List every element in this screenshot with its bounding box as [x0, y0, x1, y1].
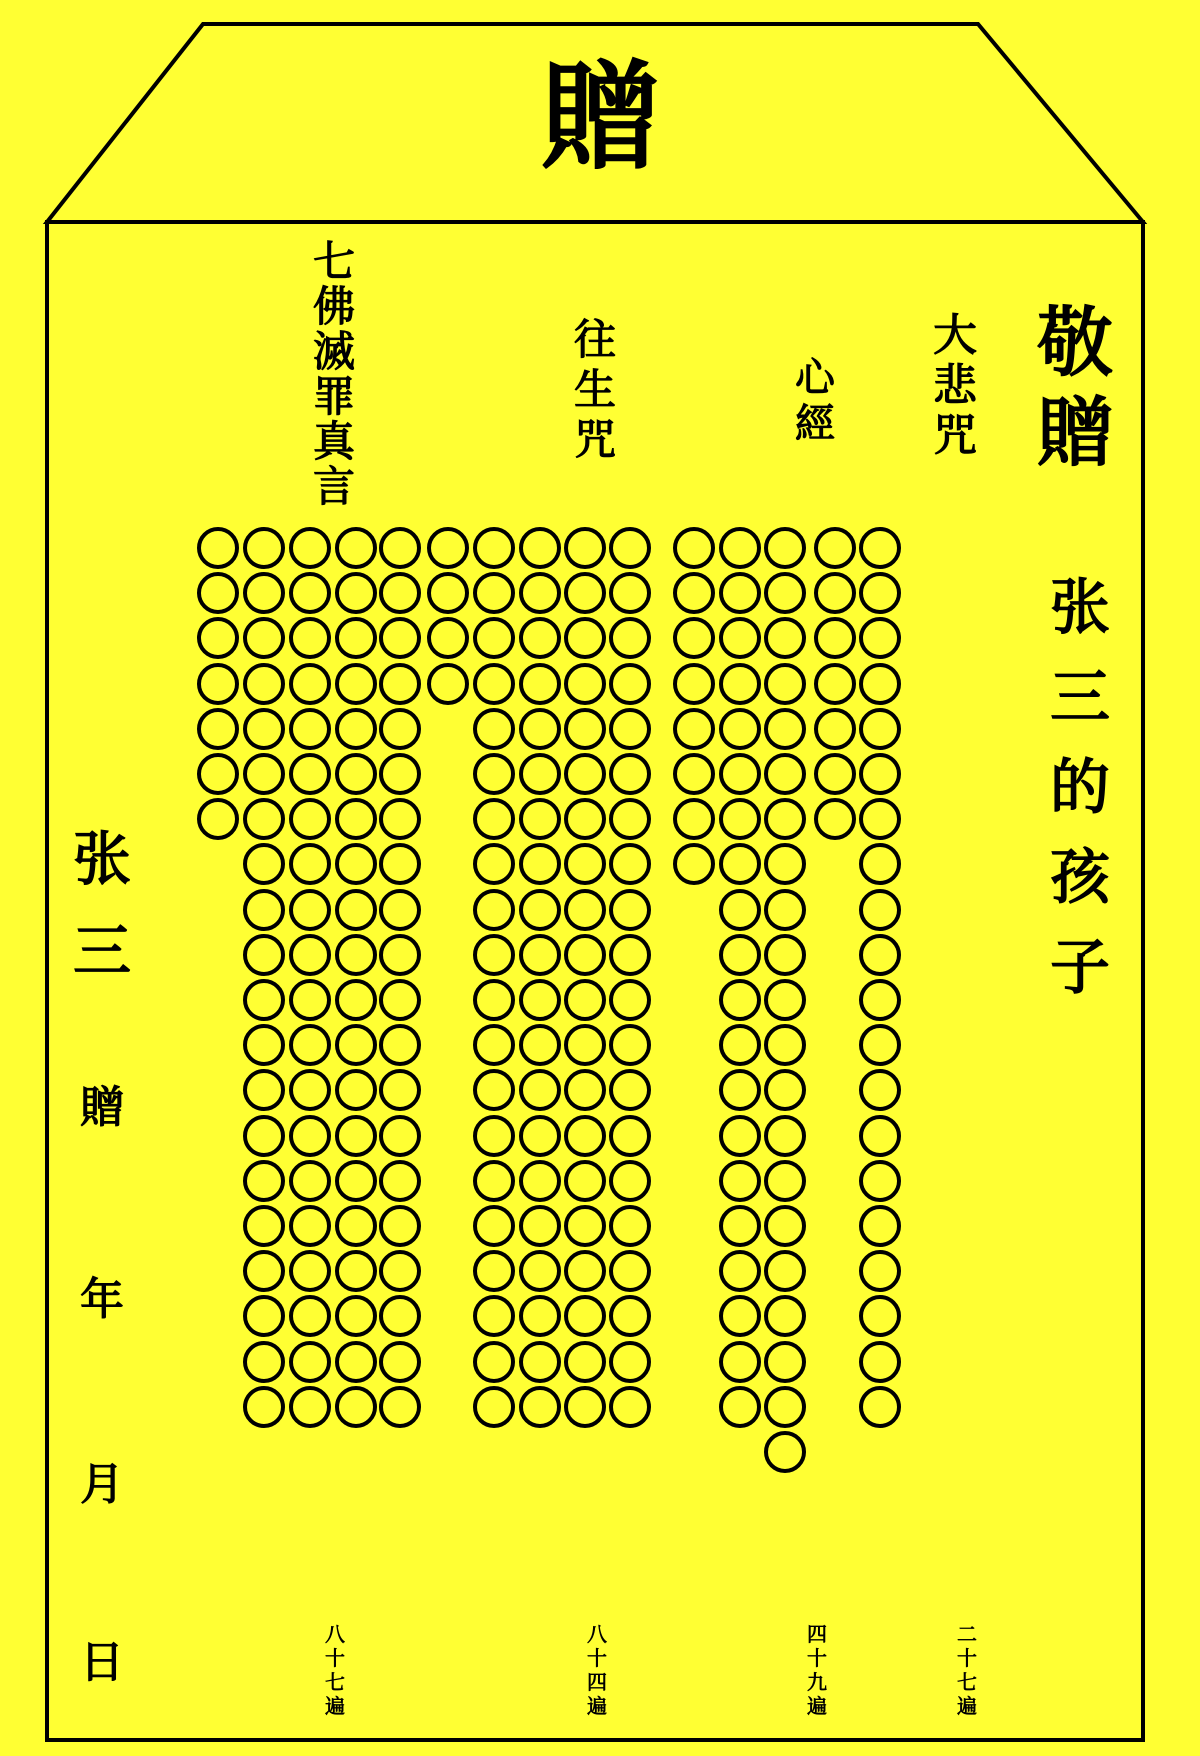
tally-circle	[609, 527, 651, 569]
tally-circle	[243, 1205, 285, 1247]
vertical-char: 四	[587, 1670, 607, 1694]
tally-circle	[859, 1341, 901, 1383]
tally-circle	[564, 708, 606, 750]
vertical-char: 真	[312, 417, 355, 466]
tally-circle	[243, 798, 285, 840]
tally-circle	[609, 1115, 651, 1157]
tally-circle	[289, 663, 331, 705]
tally-circle	[814, 527, 856, 569]
vertical-char: 罪	[312, 372, 355, 421]
title-char: 贈	[540, 47, 659, 186]
tally-circle	[859, 979, 901, 1021]
tally-circle	[719, 798, 761, 840]
sutra-count-xinjing	[802, 1624, 832, 1716]
tally-circle	[859, 934, 901, 976]
vertical-char: 遍	[957, 1694, 977, 1718]
tally-circle	[519, 934, 561, 976]
tally-circle	[289, 1115, 331, 1157]
tally-circle	[673, 663, 715, 705]
vertical-char: 四	[807, 1622, 827, 1646]
tally-circle	[519, 1205, 561, 1247]
sutra-count-qifo	[320, 1624, 350, 1716]
tally-circle	[335, 572, 377, 614]
tally-circle	[564, 889, 606, 931]
tally-circle	[564, 1024, 606, 1066]
tally-circle	[719, 1250, 761, 1292]
tally-circle	[335, 708, 377, 750]
vertical-char: 生	[573, 365, 616, 414]
sutra-title-qifo	[304, 237, 364, 511]
tally-circle	[519, 1160, 561, 1202]
vertical-char: 七	[957, 1670, 977, 1694]
tally-circle	[335, 889, 377, 931]
tally-circle	[673, 572, 715, 614]
tally-circle	[719, 1205, 761, 1247]
tally-circle	[764, 1341, 806, 1383]
tally-circle	[519, 979, 561, 1021]
gift-word	[72, 1082, 132, 1133]
tally-circle	[814, 753, 856, 795]
tally-circle	[609, 663, 651, 705]
vertical-char: 三	[1050, 663, 1110, 733]
tally-circle	[764, 1205, 806, 1247]
tally-circle	[814, 663, 856, 705]
tally-circle	[473, 527, 515, 569]
tally-circle	[609, 1250, 651, 1292]
tally-circle	[473, 1205, 515, 1247]
sutra-count-wangshengzhou	[582, 1624, 612, 1716]
tally-circle	[243, 708, 285, 750]
tally-circle	[289, 798, 331, 840]
vertical-char: 二	[957, 1622, 977, 1646]
tally-circle	[379, 1115, 421, 1157]
sutra-count-dabeizhou	[952, 1624, 982, 1716]
tally-circle	[289, 708, 331, 750]
tally-circle	[859, 1386, 901, 1428]
vertical-char: 滅	[312, 327, 355, 376]
tally-circle	[564, 663, 606, 705]
tally-circle	[473, 798, 515, 840]
date-month	[72, 1459, 132, 1510]
tally-circle	[519, 1115, 561, 1157]
tally-circle	[243, 753, 285, 795]
tally-circle	[289, 1341, 331, 1383]
tally-circle	[197, 572, 239, 614]
tally-circle	[289, 1160, 331, 1202]
dedication-text	[1030, 298, 1120, 477]
tally-circle	[473, 1115, 515, 1157]
tally-circle	[564, 572, 606, 614]
tally-circle	[379, 889, 421, 931]
tally-circle	[335, 1341, 377, 1383]
vertical-char: 孩	[1050, 843, 1110, 913]
tally-circle	[564, 753, 606, 795]
tally-circle	[564, 1160, 606, 1202]
tally-circle	[335, 798, 377, 840]
tally-circle	[379, 527, 421, 569]
tally-circle	[473, 889, 515, 931]
tally-circle	[473, 753, 515, 795]
tally-circle	[673, 708, 715, 750]
tally-circle	[243, 1386, 285, 1428]
tally-circle	[243, 572, 285, 614]
tally-circle	[764, 798, 806, 840]
vertical-char: 往	[573, 315, 616, 364]
tally-circle	[764, 527, 806, 569]
tally-circle	[609, 979, 651, 1021]
tally-circle	[243, 889, 285, 931]
tally-circle	[519, 1250, 561, 1292]
tally-circle	[473, 934, 515, 976]
tally-circle	[289, 753, 331, 795]
vertical-char: 张	[72, 825, 131, 893]
tally-circle	[473, 1386, 515, 1428]
tally-circle	[764, 1115, 806, 1157]
vertical-char: 十	[325, 1646, 345, 1670]
tally-circle	[519, 1386, 561, 1428]
tally-circle	[859, 527, 901, 569]
tally-circle	[564, 527, 606, 569]
tally-circle	[379, 708, 421, 750]
tally-circle	[289, 979, 331, 1021]
tally-circle	[473, 708, 515, 750]
tally-circle	[564, 1115, 606, 1157]
tally-circle	[335, 1386, 377, 1428]
tally-circle	[335, 1115, 377, 1157]
tally-circle	[243, 1160, 285, 1202]
vertical-char: 悲	[933, 360, 977, 411]
tally-circle	[719, 1160, 761, 1202]
tally-circle	[764, 1431, 806, 1473]
tally-circle	[719, 1024, 761, 1066]
tally-circle	[719, 753, 761, 795]
tally-circle	[197, 753, 239, 795]
tally-circle	[519, 663, 561, 705]
tally-circle	[764, 753, 806, 795]
tally-circle	[609, 798, 651, 840]
tally-circle	[519, 1024, 561, 1066]
tally-circle	[564, 1386, 606, 1428]
vertical-char: 咒	[573, 415, 616, 464]
vertical-char: 七	[325, 1670, 345, 1694]
tally-circle	[379, 1205, 421, 1247]
tally-circle	[379, 798, 421, 840]
tally-circle	[673, 798, 715, 840]
tally-circle	[335, 1250, 377, 1292]
tally-circle	[609, 753, 651, 795]
tally-circle	[289, 1205, 331, 1247]
tally-circle	[519, 753, 561, 795]
tally-circle	[243, 1115, 285, 1157]
giver-name	[64, 825, 140, 985]
tally-circle	[379, 979, 421, 1021]
tally-circle	[335, 934, 377, 976]
tally-circle	[564, 979, 606, 1021]
tally-circle	[814, 798, 856, 840]
tally-circle	[379, 1024, 421, 1066]
tally-circle	[243, 663, 285, 705]
tally-circle	[859, 1160, 901, 1202]
tally-circle	[519, 1341, 561, 1383]
tally-circle	[289, 1250, 331, 1292]
vertical-char: 子	[1050, 933, 1110, 1003]
vertical-char: 贈	[1037, 388, 1113, 477]
tally-circle	[519, 889, 561, 931]
tally-circle	[473, 1024, 515, 1066]
tally-circle	[609, 1205, 651, 1247]
vertical-char: 咒	[933, 410, 977, 461]
tally-circle	[379, 1386, 421, 1428]
tally-circle	[564, 798, 606, 840]
tally-circle	[379, 934, 421, 976]
tally-circle	[335, 1160, 377, 1202]
tally-circle	[564, 934, 606, 976]
tally-circle	[859, 1115, 901, 1157]
vertical-char: 遍	[325, 1694, 345, 1718]
tally-circle	[609, 1160, 651, 1202]
tally-circle	[814, 572, 856, 614]
tally-circle	[764, 572, 806, 614]
tally-circle	[719, 979, 761, 1021]
tally-circle	[289, 572, 331, 614]
vertical-char: 心	[795, 354, 835, 401]
vertical-char: 八	[587, 1622, 607, 1646]
tally-circle	[564, 1341, 606, 1383]
tally-circle	[764, 663, 806, 705]
tally-circle	[243, 527, 285, 569]
tally-circle	[473, 663, 515, 705]
vertical-char: 經	[795, 400, 835, 447]
tally-circle	[335, 527, 377, 569]
vertical-char: 佛	[312, 282, 355, 331]
tally-circle	[719, 1386, 761, 1428]
tally-circle	[859, 708, 901, 750]
vertical-char: 八	[325, 1622, 345, 1646]
tally-circle	[197, 798, 239, 840]
tally-circle	[197, 663, 239, 705]
vertical-char: 年	[80, 1274, 124, 1325]
tally-circle	[519, 798, 561, 840]
tally-circle	[243, 979, 285, 1021]
tally-circle	[379, 1341, 421, 1383]
vertical-char: 日	[80, 1637, 124, 1688]
tally-circle	[859, 572, 901, 614]
tally-circle	[335, 979, 377, 1021]
vertical-char: 十	[807, 1646, 827, 1670]
tally-circle	[719, 663, 761, 705]
sutra-title-xinjing	[785, 354, 845, 447]
tally-circle	[859, 1205, 901, 1247]
date-day	[72, 1637, 132, 1688]
tally-circle	[379, 1250, 421, 1292]
tally-circle	[243, 1024, 285, 1066]
tally-circle	[764, 708, 806, 750]
tally-circle	[427, 527, 469, 569]
tally-circle	[859, 1024, 901, 1066]
vertical-char: 的	[1050, 753, 1110, 823]
tally-circle	[335, 753, 377, 795]
tally-circle	[289, 1024, 331, 1066]
tally-circle	[673, 527, 715, 569]
tally-circle	[719, 1115, 761, 1157]
tally-circle	[673, 753, 715, 795]
tally-circle	[379, 572, 421, 614]
tally-circle	[379, 663, 421, 705]
tally-circle	[243, 1250, 285, 1292]
tally-circle	[379, 753, 421, 795]
tally-circle	[289, 527, 331, 569]
tally-circle	[719, 572, 761, 614]
tally-circle	[719, 934, 761, 976]
tally-circle	[197, 708, 239, 750]
tally-circle	[197, 527, 239, 569]
tally-circle	[243, 1341, 285, 1383]
tally-circle	[609, 708, 651, 750]
tally-circle	[289, 889, 331, 931]
tally-circle	[564, 1205, 606, 1247]
tally-circle	[719, 527, 761, 569]
tally-circle	[335, 663, 377, 705]
tally-circle	[335, 1024, 377, 1066]
vertical-char: 言	[312, 462, 355, 511]
tally-circle	[473, 572, 515, 614]
sutra-title-wangshengzhou	[565, 315, 625, 464]
tally-circle	[289, 1386, 331, 1428]
tally-circle	[859, 663, 901, 705]
tally-circle	[609, 934, 651, 976]
tally-circle	[427, 663, 469, 705]
tally-circle	[427, 572, 469, 614]
vertical-char: 遍	[587, 1694, 607, 1718]
tally-circle	[609, 1386, 651, 1428]
tally-circle	[814, 708, 856, 750]
vertical-char: 张	[1050, 573, 1110, 643]
tally-circle	[609, 889, 651, 931]
recipient-text	[1038, 573, 1122, 1003]
vertical-char: 七	[312, 237, 355, 286]
tally-circle	[243, 934, 285, 976]
tally-circle	[473, 1341, 515, 1383]
tally-circle	[719, 889, 761, 931]
tally-circle	[609, 1341, 651, 1383]
tally-circle	[289, 934, 331, 976]
tally-circle	[335, 1205, 377, 1247]
vertical-char: 三	[72, 917, 131, 985]
tally-circle	[519, 708, 561, 750]
tally-circle	[859, 798, 901, 840]
tally-circle	[764, 1160, 806, 1202]
tally-circle	[859, 1250, 901, 1292]
tally-circle	[764, 1250, 806, 1292]
tally-circle	[609, 572, 651, 614]
vertical-char: 遍	[807, 1694, 827, 1718]
tally-circle	[719, 1341, 761, 1383]
tally-circle	[764, 889, 806, 931]
tally-circle	[473, 1160, 515, 1202]
tally-circle	[564, 1250, 606, 1292]
tally-circle	[764, 934, 806, 976]
vertical-char: 敬	[1037, 298, 1113, 387]
vertical-char: 十	[957, 1646, 977, 1670]
tally-circle	[859, 889, 901, 931]
vertical-char: 月	[80, 1459, 124, 1510]
tally-circle	[859, 753, 901, 795]
tally-circle	[764, 1024, 806, 1066]
vertical-char: 九	[807, 1670, 827, 1694]
tally-circle	[519, 527, 561, 569]
tally-circle	[764, 1386, 806, 1428]
vertical-char: 大	[933, 310, 977, 361]
tally-circle	[519, 572, 561, 614]
sutra-title-dabeizhou	[925, 310, 985, 461]
tally-circle	[379, 1160, 421, 1202]
vertical-char: 十	[587, 1646, 607, 1670]
tally-circle	[719, 708, 761, 750]
tally-circle	[473, 979, 515, 1021]
tally-circle	[764, 979, 806, 1021]
tally-circle	[473, 1250, 515, 1292]
tally-circle	[609, 1024, 651, 1066]
date-year	[72, 1274, 132, 1325]
vertical-char: 贈	[80, 1082, 124, 1133]
